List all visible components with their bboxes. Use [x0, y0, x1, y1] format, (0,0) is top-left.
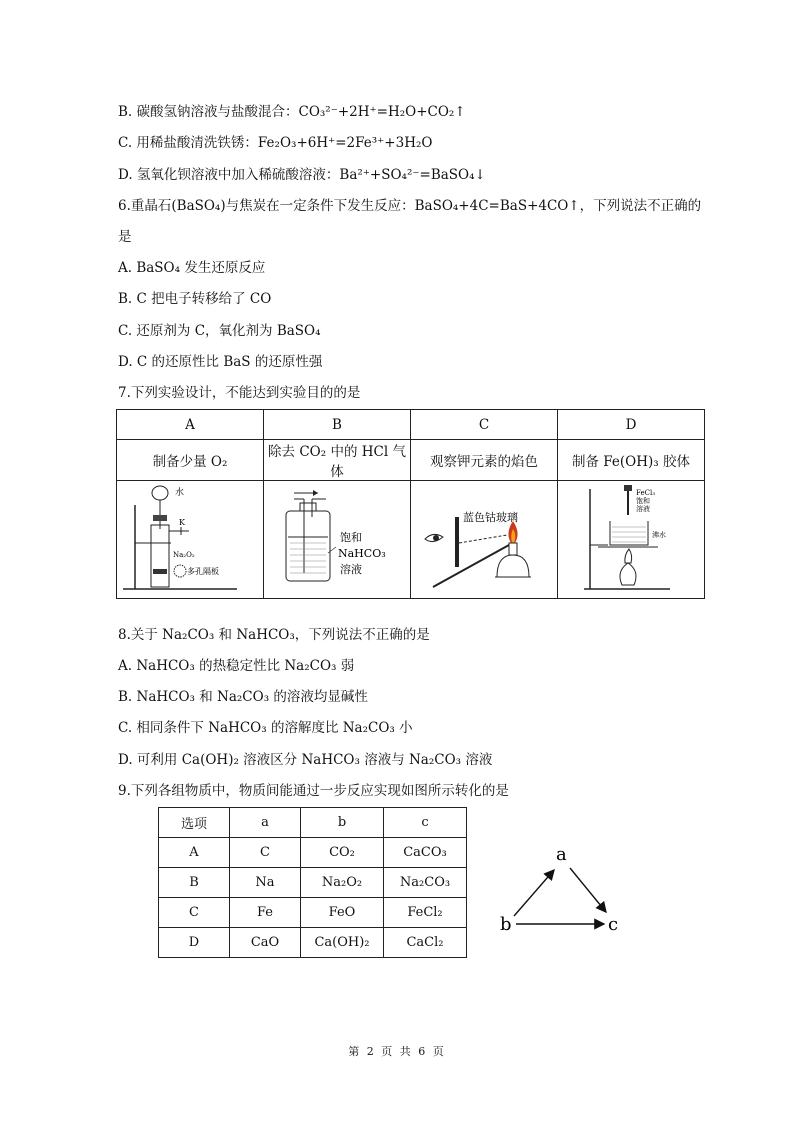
question-7-stem: 7.下列实验设计，不能达到实验目的的是 — [118, 385, 361, 401]
gas-washing-bottle-diagram — [264, 481, 410, 594]
opt-cell: CaCl₂ — [384, 928, 467, 958]
opt-cell: Ca(OH)₂ — [301, 928, 384, 958]
label-plate: 多孔隔板 — [187, 567, 219, 576]
exp-purpose-d: 制备 Fe(OH)₃ 胶体 — [558, 440, 705, 481]
opt-cell: Na — [230, 868, 301, 898]
opt-cell: D — [159, 928, 230, 958]
exp-purpose-c: 观察钾元素的焰色 — [411, 440, 558, 481]
triangle-node-c: c — [608, 914, 619, 935]
exp-header-d: D — [558, 410, 705, 440]
arrow-a-to-c — [570, 868, 606, 912]
label-fecl3-saturated: 饱和 — [636, 497, 650, 505]
opt-cell: A — [159, 838, 230, 868]
conversion-triangle-diagram — [490, 838, 630, 938]
label-saturated: 饱和 — [340, 531, 362, 544]
label-cobalt-glass: 蓝色钴玻璃 — [463, 511, 518, 524]
opt-cell: Na₂O₂ — [301, 868, 384, 898]
exp-figure-a — [117, 481, 264, 599]
question-8-stem: 8.关于 Na₂CO₃ 和 NaHCO₃，下列说法不正确的是 — [118, 627, 430, 643]
o2-generator-diagram — [117, 481, 263, 594]
question-6-stem-end: 是 — [118, 229, 132, 245]
label-boiling-water: 沸水 — [652, 531, 666, 539]
label-na2o2: Na₂O₂ — [173, 551, 195, 559]
opt-cell: C — [159, 898, 230, 928]
exp-header-a: A — [117, 410, 264, 440]
flame-test-diagram — [411, 481, 557, 594]
label-fecl3: FeCl₃ — [636, 489, 656, 497]
option-6c: C. 还原剂为 C，氧化剂为 BaSO₄ — [118, 323, 321, 339]
exp-purpose-a: 制备少量 O₂ — [117, 440, 264, 481]
opt-cell: C — [230, 838, 301, 868]
experiment-purpose-row — [117, 440, 705, 481]
opt-cell: CO₂ — [301, 838, 384, 868]
option-5d: D. 氢氧化钡溶液中加入稀硫酸溶液：Ba²⁺+SO₄²⁻=BaSO₄↓ — [118, 167, 486, 183]
experiment-header-row — [117, 410, 705, 440]
opt-cell: CaO — [230, 928, 301, 958]
opt-cell: B — [159, 868, 230, 898]
table-row — [159, 928, 467, 958]
option-5b: B. 碳酸氢钠溶液与盐酸混合：CO₃²⁻+2H⁺=H₂O+CO₂↑ — [118, 104, 466, 120]
label-water: 水 — [175, 488, 185, 498]
opt-header-b: b — [301, 808, 384, 838]
colloid-prep-diagram — [558, 481, 704, 594]
triangle-node-a: a — [556, 844, 567, 865]
opt-cell: FeO — [301, 898, 384, 928]
option-8a: A. NaHCO₃ 的热稳定性比 Na₂CO₃ 弱 — [118, 658, 355, 674]
table-row — [159, 868, 467, 898]
opt-cell: FeCl₂ — [384, 898, 467, 928]
experiment-table — [116, 409, 705, 599]
option-8b: B. NaHCO₃ 和 Na₂CO₃ 的溶液均显碱性 — [118, 689, 368, 705]
opt-cell: CaCO₃ — [384, 838, 467, 868]
label-fecl3-solution: 溶液 — [636, 505, 650, 513]
opt-cell: Na₂CO₃ — [384, 868, 467, 898]
table-row — [159, 898, 467, 928]
opt-header-a: a — [230, 808, 301, 838]
option-8c: C. 相同条件下 NaHCO₃ 的溶解度比 Na₂CO₃ 小 — [118, 720, 413, 736]
exp-purpose-b: 除去 CO₂ 中的 HCl 气体 — [264, 440, 411, 481]
exp-header-b: B — [264, 410, 411, 440]
opt-header-c: c — [384, 808, 467, 838]
option-8d: D. 可利用 Ca(OH)₂ 溶液区分 NaHCO₃ 溶液与 Na₂CO₃ 溶液 — [118, 752, 493, 768]
exp-figure-c — [411, 481, 558, 599]
arrow-b-to-a — [514, 870, 554, 916]
opt-cell: Fe — [230, 898, 301, 928]
label-solution: 溶液 — [340, 563, 362, 576]
exp-figure-b — [264, 481, 411, 599]
option-6b: B. C 把电子转移给了 CO — [118, 291, 272, 307]
table-row — [159, 838, 467, 868]
experiment-figure-row — [117, 481, 705, 599]
question-9-stem: 9.下列各组物质中，物质间能通过一步反应实现如图所示转化的是 — [118, 783, 509, 799]
triangle-node-b: b — [500, 914, 512, 935]
option-table — [158, 807, 467, 958]
exp-header-c: C — [411, 410, 558, 440]
page-footer: 第 2 页 共 6 页 — [348, 1045, 446, 1058]
option-5c: C. 用稀盐酸清洗铁锈：Fe₂O₃+6H⁺=2Fe³⁺+3H₂O — [118, 135, 433, 151]
label-nahco3: NaHCO₃ — [338, 547, 386, 560]
exp-figure-d — [558, 481, 705, 599]
option-6a: A. BaSO₄ 发生还原反应 — [118, 260, 266, 276]
option-table-header — [159, 808, 467, 838]
opt-header-option: 选项 — [159, 808, 230, 838]
label-k: K — [179, 518, 185, 527]
question-6-stem: 6.重晶石(BaSO₄)与焦炭在一定条件下发生反应：BaSO₄+4C=BaS+4CO↑，下列说法不正确的 — [118, 198, 702, 214]
option-6d: D. C 的还原性比 BaS 的还原性强 — [118, 354, 323, 370]
